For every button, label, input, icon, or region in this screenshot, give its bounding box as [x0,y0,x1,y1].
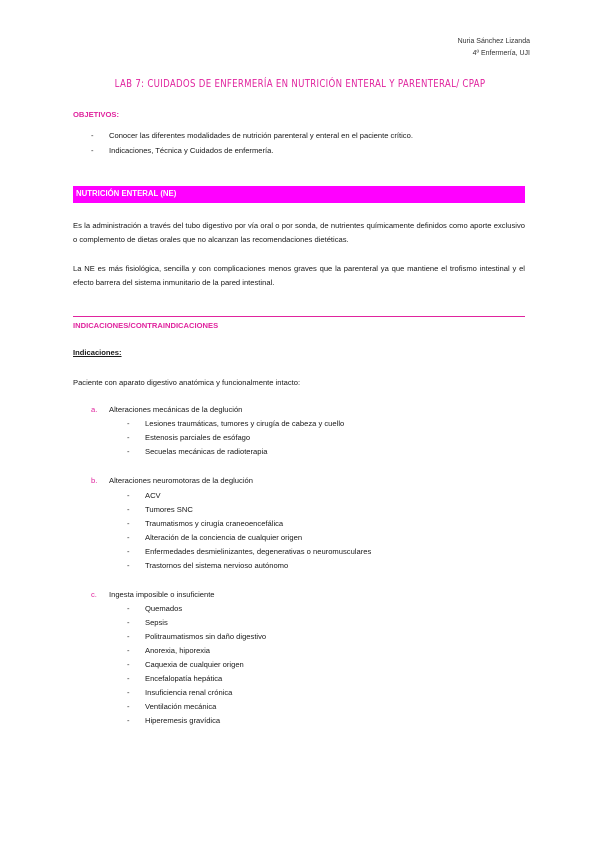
bullet-dash: - [127,491,130,500]
indications-heading: INDICACIONES/CONTRAINDICACIONES [73,321,219,330]
bullet-dash: - [127,660,130,669]
list-item-text: Politraumatismos sin daño digestivo [145,632,267,641]
list-item [127,547,371,556]
list-item [127,561,288,570]
indication-group-b [91,476,253,485]
group-title: Alteraciones mecánicas de la deglución [109,405,243,414]
bullet-dash: - [91,146,94,155]
indication-group-c [91,590,215,599]
section-banner [73,186,525,203]
list-item-text: Encefalopatía hepática [145,674,223,683]
list-item-text: Lesiones traumáticas, tumores y cirugía de cabeza y cuello [145,419,345,428]
objective-text: Conocer las diferentes modalidades de nutrición parenteral y enteral en el paciente crítico. [109,131,413,140]
list-item [127,491,161,500]
bullet-dash: - [127,702,130,711]
bullet-dash: - [127,604,130,613]
list-item [127,519,283,528]
list-item-text: Insuficiencia renal crónica [145,688,233,697]
bullet-dash: - [127,674,130,683]
bullet-dash: - [127,618,130,627]
objective-item [91,146,273,155]
list-item-text: Anorexia, hiporexia [145,646,211,655]
group-marker: b. [91,476,98,485]
bullet-dash: - [127,688,130,697]
list-item [127,646,210,655]
list-item [127,419,344,428]
bullet-dash: - [127,447,130,456]
list-item-text: Sepsis [145,618,168,627]
definition-paragraph: Es la administración a través del tubo digestivo por vía oral o por sonda, de nutrientes químicamente definidos como aporte exclusivo o complemento de dietas orales que no alcanzan las recomendaciones dietéticas. [73,221,525,244]
list-item-text: Caquexia de cualquier origen [145,660,244,669]
group-title: Alteraciones neuromotoras de la deglución [109,476,253,485]
list-item [127,716,220,725]
section-divider [73,316,525,317]
list-item-text: Ventilación mecánica [145,702,217,711]
list-item [127,618,168,627]
bullet-dash: - [127,505,130,514]
list-item [127,702,216,711]
section-banner-label: NUTRICIÓN ENTERAL (NE) [76,189,177,198]
bullet-dash: - [127,547,130,556]
list-item-text: Enfermedades desmielinizantes, degenerativas o neuromusculares [145,547,372,556]
indication-group-a [91,405,242,414]
indications-subheading: Indicaciones: [73,348,122,357]
group-marker: a. [91,405,98,414]
list-item-text: Traumatismos y cirugía craneoencefálica [145,519,284,528]
list-item-text: Secuelas mecánicas de radioterapia [145,447,268,456]
group-marker: c. [91,590,97,599]
bullet-dash: - [91,131,94,140]
physiology-paragraph: La NE es más fisiológica, sencilla y con complicaciones menos graves que la parenteral ya que mantiene el trofismo intestinal y el efecto barrera del sistema inmunitario de la pared intestinal. [73,264,525,287]
list-item [127,674,222,683]
list-item [127,447,267,456]
list-item [127,505,193,514]
header-course: 4º Enfermería, UJI [472,50,530,57]
list-item-text: Hiperemesis gravídica [145,716,221,725]
list-item-text: ACV [145,491,161,500]
list-item [127,533,302,542]
group-title: Ingesta imposible o insuficiente [109,590,215,599]
header-author: Nuria Sánchez Lizanda [457,38,530,45]
list-item [127,660,244,669]
bullet-dash: - [127,419,130,428]
bullet-dash: - [127,646,130,655]
page-title: LAB 7: CUIDADOS DE ENFERMERÍA EN NUTRICIÓN ENTERAL Y PARENTERAL/ CPAP [114,78,486,91]
list-item [127,632,266,641]
list-item-text: Alteración de la conciencia de cualquier origen [145,533,303,542]
objective-item [91,131,413,140]
list-item [127,604,182,613]
list-item [127,433,250,442]
list-item-text: Trastornos del sistema nervioso autónomo [145,561,289,570]
list-item-text: Tumores SNC [145,505,193,514]
bullet-dash: - [127,561,130,570]
list-item [127,688,232,697]
bullet-dash: - [127,632,130,641]
indications-lead: Paciente con aparato digestivo anatómica y funcionalmente intacto: [73,378,301,387]
bullet-dash: - [127,533,130,542]
bullet-dash: - [127,519,130,528]
objectives-heading: OBJETIVOS: [73,110,119,119]
list-item-text: Estenosis parciales de esófago [145,433,251,442]
bullet-dash: - [127,433,130,442]
objective-text: Indicaciones, Técnica y Cuidados de enfermería. [109,146,274,155]
bullet-dash: - [127,716,130,725]
list-item-text: Quemados [145,604,183,613]
